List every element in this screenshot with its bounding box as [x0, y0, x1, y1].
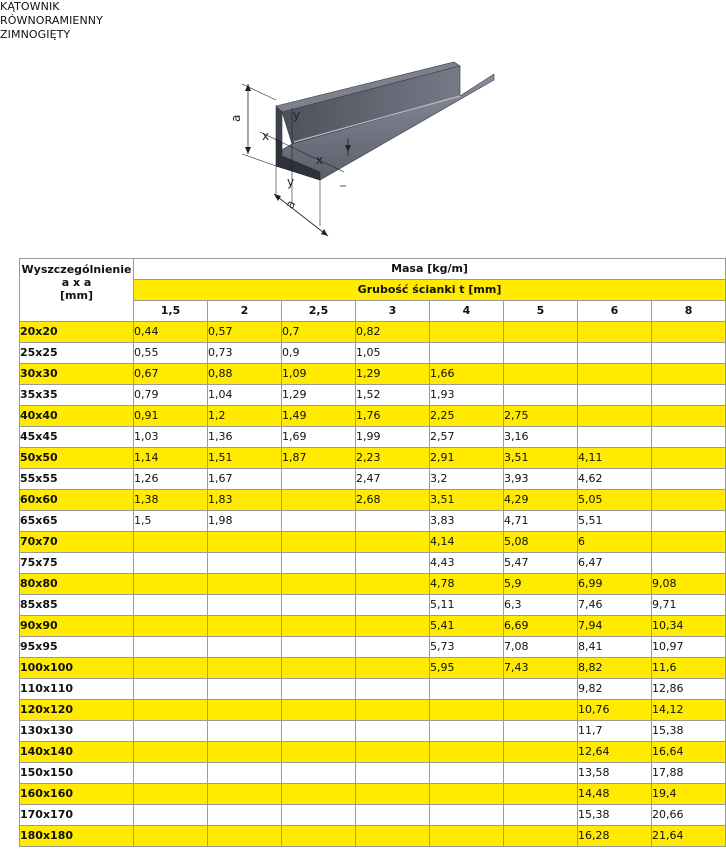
- mass-cell: 1,26: [134, 469, 208, 490]
- mass-cell: 1,87: [282, 448, 356, 469]
- mass-cell: 1,49: [282, 406, 356, 427]
- vertical-leg-face: [276, 106, 282, 144]
- mass-cell: [134, 658, 208, 679]
- mass-cell: 10,97: [652, 637, 726, 658]
- mass-cell: 7,08: [504, 637, 578, 658]
- table-row: [20, 406, 726, 427]
- mass-cell: 5,73: [430, 637, 504, 658]
- size-cell: 60x60: [20, 490, 134, 511]
- mass-cell: 1,67: [208, 469, 282, 490]
- table-row: [20, 532, 726, 553]
- mass-cell: [504, 721, 578, 742]
- table-row: [20, 511, 726, 532]
- mass-cell: [134, 805, 208, 826]
- mass-cell: [134, 721, 208, 742]
- mass-cell: [356, 742, 430, 763]
- mass-cell: [208, 616, 282, 637]
- mass-cell: [652, 406, 726, 427]
- axis-y-top: y: [293, 108, 301, 122]
- mass-cell: [134, 763, 208, 784]
- thickness-col-header: 1,5: [134, 301, 208, 322]
- mass-cell: 5,08: [504, 532, 578, 553]
- mass-cell: [356, 700, 430, 721]
- mass-cell: 8,82: [578, 658, 652, 679]
- mass-cell: [356, 616, 430, 637]
- mass-cell: 4,43: [430, 553, 504, 574]
- mass-cell: [356, 658, 430, 679]
- mass-cell: [282, 721, 356, 742]
- table-row: [20, 448, 726, 469]
- mass-cell: [282, 532, 356, 553]
- axis-y-bottom: y: [287, 175, 295, 189]
- table-row: [20, 595, 726, 616]
- mass-cell: 4,71: [504, 511, 578, 532]
- thickness-col-header: 8: [652, 301, 726, 322]
- mass-cell: [356, 784, 430, 805]
- mass-cell: [356, 532, 430, 553]
- table-row: [20, 826, 726, 847]
- mass-cell: 6,99: [578, 574, 652, 595]
- mass-cell: 4,11: [578, 448, 652, 469]
- mass-cell: 14,12: [652, 700, 726, 721]
- mass-cell: 1,51: [208, 448, 282, 469]
- mass-cell: 5,95: [430, 658, 504, 679]
- mass-cell: 1,99: [356, 427, 430, 448]
- mass-cell: [208, 532, 282, 553]
- mass-cell: [134, 616, 208, 637]
- mass-cell: 15,38: [652, 721, 726, 742]
- mass-cell: [282, 511, 356, 532]
- mass-cell: 9,08: [652, 574, 726, 595]
- mass-cell: 3,51: [504, 448, 578, 469]
- title-line: ZIMNOGIĘTY: [0, 28, 71, 41]
- mass-cell: [134, 700, 208, 721]
- mass-cell: [282, 616, 356, 637]
- mass-cell: 0,82: [356, 322, 430, 343]
- mass-cell: [430, 784, 504, 805]
- mass-cell: [578, 364, 652, 385]
- mass-cell: [208, 637, 282, 658]
- mass-cell: 0,9: [282, 343, 356, 364]
- mass-cell: 1,04: [208, 385, 282, 406]
- mass-cell: 6,47: [578, 553, 652, 574]
- mass-cell: [430, 742, 504, 763]
- mass-cell: 20,66: [652, 805, 726, 826]
- mass-cell: 16,28: [578, 826, 652, 847]
- mass-cell: 9,82: [578, 679, 652, 700]
- mass-cell: 0,79: [134, 385, 208, 406]
- mass-cell: 2,68: [356, 490, 430, 511]
- mass-cell: 7,43: [504, 658, 578, 679]
- mass-cell: 0,73: [208, 343, 282, 364]
- mass-cell: 0,55: [134, 343, 208, 364]
- table-row: [20, 427, 726, 448]
- mass-cell: [208, 805, 282, 826]
- mass-cell: [504, 679, 578, 700]
- table-row: [20, 469, 726, 490]
- mass-cell: 9,71: [652, 595, 726, 616]
- mass-cell: 1,93: [430, 385, 504, 406]
- mass-cell: [430, 826, 504, 847]
- mass-cell: [282, 763, 356, 784]
- mass-cell: 3,16: [504, 427, 578, 448]
- mass-cell: 2,25: [430, 406, 504, 427]
- table-row: [20, 343, 726, 364]
- table-row: [20, 637, 726, 658]
- mass-cell: 6,3: [504, 595, 578, 616]
- mass-cell: [356, 595, 430, 616]
- size-cell: 170x170: [20, 805, 134, 826]
- size-cell: 180x180: [20, 826, 134, 847]
- mass-cell: [208, 574, 282, 595]
- mass-cell: [134, 595, 208, 616]
- thickness-col-header: 2: [208, 301, 282, 322]
- mass-cell: 5,47: [504, 553, 578, 574]
- thickness-header: Grubość ścianki t [mm]: [134, 280, 726, 301]
- table-row: [20, 616, 726, 637]
- mass-cell: [430, 322, 504, 343]
- mass-cell: [208, 742, 282, 763]
- size-cell: 50x50: [20, 448, 134, 469]
- size-cell: 70x70: [20, 532, 134, 553]
- size-cell: 45x45: [20, 427, 134, 448]
- mass-cell: 15,38: [578, 805, 652, 826]
- mass-cell: [208, 700, 282, 721]
- table-row: [20, 322, 726, 343]
- mass-cell: [578, 427, 652, 448]
- mass-cell: [282, 805, 356, 826]
- document-title: [0, 0, 103, 42]
- title-line: KĄTOWNIK: [0, 0, 60, 13]
- mass-cell: [134, 784, 208, 805]
- mass-cell: [652, 448, 726, 469]
- mass-cell: [282, 679, 356, 700]
- mass-cell: [356, 805, 430, 826]
- mass-cell: 3,2: [430, 469, 504, 490]
- mass-cell: [356, 679, 430, 700]
- mass-cell: [282, 700, 356, 721]
- mass-cell: [282, 553, 356, 574]
- mass-cell: [208, 826, 282, 847]
- mass-cell: 6: [578, 532, 652, 553]
- mass-cell: 4,14: [430, 532, 504, 553]
- mass-cell: 17,88: [652, 763, 726, 784]
- table-row: [20, 658, 726, 679]
- mass-cell: [208, 679, 282, 700]
- mass-cell: 4,62: [578, 469, 652, 490]
- mass-cell: 2,57: [430, 427, 504, 448]
- size-cell: 55x55: [20, 469, 134, 490]
- mass-cell: [208, 595, 282, 616]
- mass-cell: 5,11: [430, 595, 504, 616]
- size-cell: 140x140: [20, 742, 134, 763]
- mass-cell: [652, 385, 726, 406]
- mass-cell: 10,34: [652, 616, 726, 637]
- mass-cell: [430, 700, 504, 721]
- mass-cell: 1,52: [356, 385, 430, 406]
- mass-cell: [282, 574, 356, 595]
- mass-cell: 11,6: [652, 658, 726, 679]
- mass-cell: 1,66: [430, 364, 504, 385]
- table-row: [20, 784, 726, 805]
- mass-cell: [208, 763, 282, 784]
- mass-cell: [282, 742, 356, 763]
- mass-cell: 13,58: [578, 763, 652, 784]
- mass-cell: 10,76: [578, 700, 652, 721]
- mass-cell: [282, 469, 356, 490]
- mass-cell: 1,83: [208, 490, 282, 511]
- mass-cell: [504, 364, 578, 385]
- mass-cell: 1,98: [208, 511, 282, 532]
- mass-cell: [134, 574, 208, 595]
- mass-cell: 4,78: [430, 574, 504, 595]
- table-row: [20, 805, 726, 826]
- mass-cell: [652, 364, 726, 385]
- mass-cell: 1,5: [134, 511, 208, 532]
- mass-cell: 3,83: [430, 511, 504, 532]
- mass-cell: [282, 490, 356, 511]
- mass-cell: [430, 763, 504, 784]
- mass-cell: [504, 784, 578, 805]
- size-cell: 90x90: [20, 616, 134, 637]
- mass-cell: 12,64: [578, 742, 652, 763]
- size-cell: 100x100: [20, 658, 134, 679]
- mass-cell: [578, 322, 652, 343]
- mass-cell: [652, 511, 726, 532]
- mass-cell: [578, 385, 652, 406]
- thickness-col-header: 6: [578, 301, 652, 322]
- table-row: [20, 700, 726, 721]
- table-row: [20, 385, 726, 406]
- mass-cell: [504, 700, 578, 721]
- dim-a-horizontal: a: [282, 197, 299, 211]
- mass-cell: [208, 721, 282, 742]
- mass-cell: [652, 427, 726, 448]
- mass-cell: [578, 406, 652, 427]
- size-cell: 80x80: [20, 574, 134, 595]
- mass-cell: 0,7: [282, 322, 356, 343]
- mass-cell: [578, 343, 652, 364]
- mass-cell: [356, 511, 430, 532]
- mass-cell: [282, 826, 356, 847]
- size-cell: 35x35: [20, 385, 134, 406]
- thickness-col-header: 5: [504, 301, 578, 322]
- mass-cell: [356, 637, 430, 658]
- mass-cell: 19,4: [652, 784, 726, 805]
- size-cell: 25x25: [20, 343, 134, 364]
- mass-cell: [356, 826, 430, 847]
- dim-a-vertical: a: [229, 114, 243, 122]
- mass-cell: 12,86: [652, 679, 726, 700]
- mass-cell: [282, 658, 356, 679]
- mass-cell: 1,76: [356, 406, 430, 427]
- size-cell: 130x130: [20, 721, 134, 742]
- size-cell: 150x150: [20, 763, 134, 784]
- mass-cell: 2,23: [356, 448, 430, 469]
- size-cell: 160x160: [20, 784, 134, 805]
- mass-cell: 0,91: [134, 406, 208, 427]
- mass-cell: [208, 553, 282, 574]
- size-cell: 75x75: [20, 553, 134, 574]
- mass-cell: [282, 784, 356, 805]
- size-column-header: Wyszczególnienie a x a [mm]: [20, 259, 134, 322]
- mass-cell: 1,2: [208, 406, 282, 427]
- mass-cell: [208, 658, 282, 679]
- title-line: RÓWNORAMIENNY: [0, 14, 103, 27]
- mass-cell: 1,69: [282, 427, 356, 448]
- mass-cell: [430, 721, 504, 742]
- mass-cell: 1,38: [134, 490, 208, 511]
- mass-cell: [652, 322, 726, 343]
- size-cell: 20x20: [20, 322, 134, 343]
- mass-cell: [356, 574, 430, 595]
- size-cell: 65x65: [20, 511, 134, 532]
- size-cell: 120x120: [20, 700, 134, 721]
- mass-cell: 16,64: [652, 742, 726, 763]
- mass-cell: 0,88: [208, 364, 282, 385]
- mass-cell: 2,47: [356, 469, 430, 490]
- mass-cell: [504, 805, 578, 826]
- mass-cell: [652, 469, 726, 490]
- mass-cell: 7,46: [578, 595, 652, 616]
- axis-x-left: x: [262, 129, 270, 143]
- mass-cell: 0,67: [134, 364, 208, 385]
- size-cell: 40x40: [20, 406, 134, 427]
- mass-cell: 1,29: [356, 364, 430, 385]
- mass-cell: 1,36: [208, 427, 282, 448]
- mass-cell: 8,41: [578, 637, 652, 658]
- mass-cell: [134, 532, 208, 553]
- mass-cell: 1,03: [134, 427, 208, 448]
- mass-cell: 0,44: [134, 322, 208, 343]
- mass-cell: [504, 763, 578, 784]
- mass-cell: 3,51: [430, 490, 504, 511]
- mass-cell: [430, 679, 504, 700]
- angle-profile-diagram: [229, 56, 502, 241]
- mass-cell: [134, 679, 208, 700]
- thickness-col-header: 2,5: [282, 301, 356, 322]
- size-cell: 85x85: [20, 595, 134, 616]
- mass-cell: 11,7: [578, 721, 652, 742]
- mass-cell: [430, 343, 504, 364]
- mass-cell: [356, 763, 430, 784]
- mass-header: Masa [kg/m]: [134, 259, 726, 280]
- table-row: [20, 679, 726, 700]
- table-row: [20, 553, 726, 574]
- size-cell: 30x30: [20, 364, 134, 385]
- mass-cell: [134, 826, 208, 847]
- mass-cell: [652, 553, 726, 574]
- mass-cell: 0,57: [208, 322, 282, 343]
- mass-cell: 6,69: [504, 616, 578, 637]
- thickness-col-header: 3: [356, 301, 430, 322]
- mass-cell: 4,29: [504, 490, 578, 511]
- mass-cell: 1,09: [282, 364, 356, 385]
- mass-cell: [504, 385, 578, 406]
- mass-cell: [356, 553, 430, 574]
- mass-cell: [134, 637, 208, 658]
- mass-cell: 5,05: [578, 490, 652, 511]
- mass-cell: [208, 784, 282, 805]
- mass-cell: [356, 721, 430, 742]
- table-row: [20, 742, 726, 763]
- mass-cell: 2,75: [504, 406, 578, 427]
- mass-cell: [652, 490, 726, 511]
- mass-cell: 5,9: [504, 574, 578, 595]
- size-cell: 95x95: [20, 637, 134, 658]
- mass-cell: 3,93: [504, 469, 578, 490]
- table-row: [20, 364, 726, 385]
- mass-cell: 1,05: [356, 343, 430, 364]
- mass-table: [19, 258, 726, 847]
- mass-cell: [430, 805, 504, 826]
- table-row: [20, 574, 726, 595]
- mass-cell: [282, 637, 356, 658]
- size-cell: 110x110: [20, 679, 134, 700]
- mass-cell: [652, 532, 726, 553]
- mass-cell: 1,29: [282, 385, 356, 406]
- mass-cell: [504, 826, 578, 847]
- mass-cell: 5,41: [430, 616, 504, 637]
- mass-cell: [134, 553, 208, 574]
- mass-cell: 14,48: [578, 784, 652, 805]
- table-row: [20, 763, 726, 784]
- thickness-col-header: 4: [430, 301, 504, 322]
- table-row: [20, 721, 726, 742]
- mass-cell: 1,14: [134, 448, 208, 469]
- mass-cell: 2,91: [430, 448, 504, 469]
- table-row: [20, 490, 726, 511]
- mass-cell: [504, 343, 578, 364]
- mass-cell: [282, 595, 356, 616]
- mass-cell: [134, 742, 208, 763]
- mass-cell: 21,64: [652, 826, 726, 847]
- mass-cell: [504, 322, 578, 343]
- axis-x-right: x: [316, 153, 324, 167]
- mass-cell: 5,51: [578, 511, 652, 532]
- mass-cell: [504, 742, 578, 763]
- mass-cell: 7,94: [578, 616, 652, 637]
- mass-cell: [652, 343, 726, 364]
